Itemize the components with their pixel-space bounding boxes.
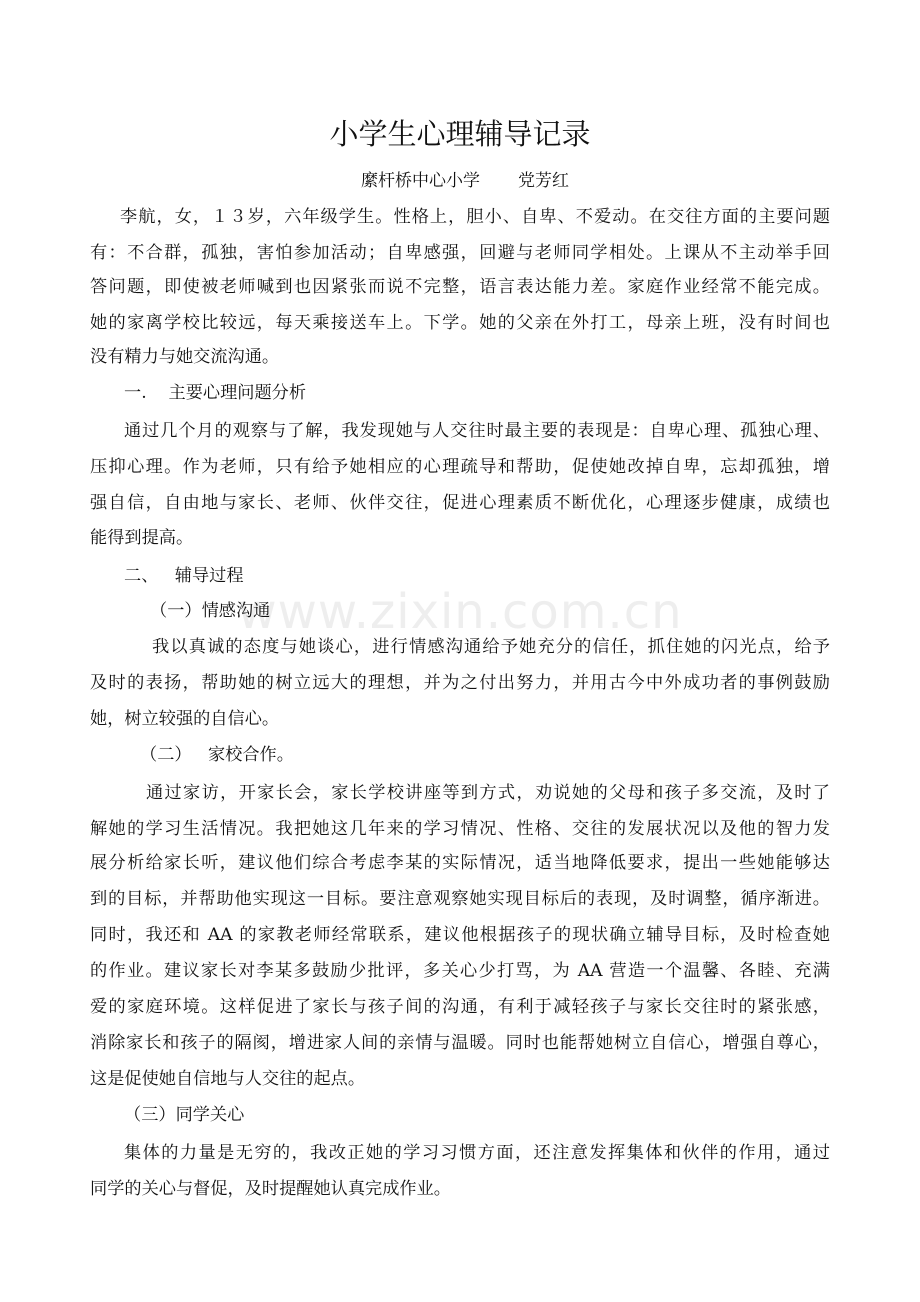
subsection-heading: （一）情感沟通 bbox=[150, 601, 271, 621]
sub2-line: 同时，我还和 AA 的家教老师经常联系，建议他根据孩子的现状确立辅导目标，及时检查她 bbox=[90, 925, 830, 945]
school-name: 縻杆桥中心小学 bbox=[361, 171, 480, 191]
intro-line: 李航，女，１３岁，六年级学生。性格上，胆小、自卑、不爱动。在交往方面的主要问题 bbox=[120, 207, 830, 227]
sub1-line: 及时的表扬，帮助她的树立远大的理想，并为之付出努力，并用古今中外成功者的事例鼓励 bbox=[90, 673, 830, 693]
sub2-line: 这是促使她自信地与人交往的起点。 bbox=[90, 1069, 366, 1089]
sub2-line: 解她的学习生活情况。我把她这几年来的学习情况、性格、交往的发展状况以及他的智力发 bbox=[90, 819, 830, 839]
section-heading: 一. 主要心理问题分析 bbox=[124, 383, 307, 403]
sub3-line: 同学的关心与督促，及时提醒她认真完成作业。 bbox=[90, 1179, 451, 1199]
author-name: 党芳红 bbox=[518, 171, 569, 191]
sub2-line: 展分析给家长听，建议他们综合考虑李某的实际情况，适当地降低要求，提出一些她能够达 bbox=[90, 853, 830, 873]
section1-line: 压抑心理。作为老师，只有给予她相应的心理疏导和帮助，促使她改掉自卑，忘却孤独，增 bbox=[90, 457, 830, 477]
subsection-heading: （三）同学关心 bbox=[124, 1105, 245, 1125]
section1-line: 强自信，自由地与家长、老师、伙伴交往，促进心理素质不断优化，心理逐步健康，成绩也 bbox=[90, 493, 830, 513]
intro-line: 没有精力与她交流沟通。 bbox=[90, 347, 280, 367]
section1-line: 能得到提高。 bbox=[90, 528, 194, 548]
intro-line: 她的家离学校比较远，每天乘接送车上。下学。她的父亲在外打工，母亲上班，没有时间也 bbox=[90, 313, 830, 333]
byline bbox=[361, 168, 569, 194]
subsection-heading: （二） 家校合作。 bbox=[140, 745, 294, 765]
sub3-line: 集体的力量是无穷的，我改正她的学习习惯方面，还注意发挥集体和伙伴的作用，通过 bbox=[124, 1143, 830, 1163]
sub1-line: 她，树立较强的自信心。 bbox=[90, 709, 280, 729]
section1-line: 通过几个月的观察与了解，我发现她与人交往时最主要的表现是：自卑心理、孤独心理、 bbox=[124, 421, 830, 441]
sub2-line: 消除家长和孩子的隔阂，增进家人间的亲情与温暖。同时也能帮她树立自信心，增强自尊心， bbox=[90, 1033, 830, 1053]
intro-line: 答问题，即使被老师喊到也因紧张而说不完整，语言表达能力差。家庭作业经常不能完成。 bbox=[90, 277, 830, 297]
sub2-line: 通过家访，开家长会，家长学校讲座等到方式，劝说她的父母和孩子多交流，及时了 bbox=[146, 783, 830, 803]
section-heading: 二、 辅导过程 bbox=[124, 566, 244, 586]
document-title: 小学生心理辅导记录 bbox=[329, 117, 591, 151]
sub2-line: 的作业。建议家长对李某多鼓励少批评，多关心少打骂，为 AA 营造一个温馨、各睦、充满 bbox=[90, 961, 830, 981]
sub2-line: 爱的家庭环境。这样促进了家长与孩子间的沟通，有利于减轻孩子与家长交往时的紧张感， bbox=[90, 997, 830, 1017]
sub1-line: 我以真诚的态度与她谈心，进行情感沟通给予她充分的信任，抓住她的闪光点，给予 bbox=[152, 637, 830, 657]
intro-line: 有：不合群，孤独，害怕参加活动；自卑感强，回避与老师同学相处。上课从不主动举手回 bbox=[90, 243, 830, 263]
watermark: www.zixin.com.cn bbox=[237, 584, 683, 640]
sub2-line: 到的目标，并帮助他实现这一目标。要注意观察她实现目标后的表现，及时调整，循序渐进。 bbox=[90, 889, 830, 909]
